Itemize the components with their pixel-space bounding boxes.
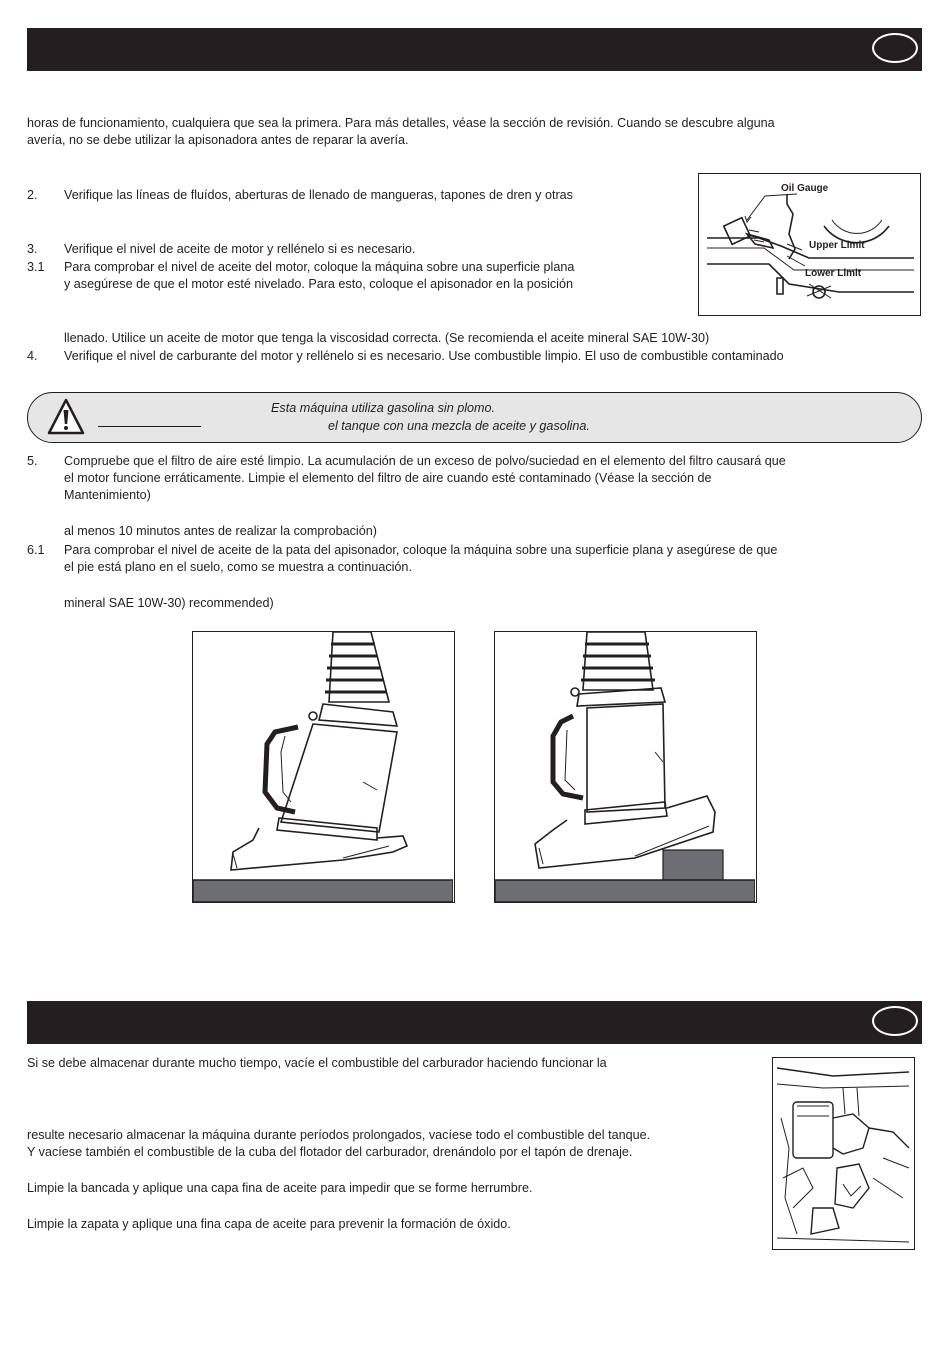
label-upper-limit: Upper Limit	[809, 240, 865, 251]
storage-line-4: Limpie la bancada y aplique una capa fina de aceite para impedir que se forme herrumbre.	[27, 1181, 533, 1195]
item-4-number: 4.	[27, 349, 38, 363]
caution-line-1: Esta máquina utiliza gasolina sin plomo.	[271, 401, 496, 415]
item-6-pre-text: al menos 10 minutos antes de realizar la comprobación)	[64, 524, 377, 538]
item-6-1-line-1: Para comprobar el nivel de aceite de la pata del apisonador, coloque la máquina sobre una superficie plana y asegúrese de que	[64, 543, 778, 557]
oil-gauge-figure	[698, 173, 921, 316]
carburetor-drain-figure	[772, 1057, 915, 1250]
intro-line-2: avería, no se debe utilizar la apisonadora antes de reparar la avería.	[27, 133, 409, 147]
storage-line-1: Si se debe almacenar durante mucho tiempo, vacíe el combustible del carburador haciendo funcionar la	[27, 1056, 607, 1070]
storage-line-3: Y vacíese también el combustible de la cuba del flotador del carburador, drenándolo por el tapón de drenaje.	[27, 1145, 633, 1159]
item-2-number: 2.	[27, 188, 38, 202]
item-5-line-2: el motor funcione erráticamente. Limpie el elemento del filtro de aire cuando esté contaminado (Véase la sección de	[64, 471, 712, 485]
item-4-text: Verifique el nivel de carburante del motor y rellénelo si es necesario. Use combustible limpio. El uso de combustible contaminado	[64, 349, 784, 363]
oil-gauge-illustration	[699, 174, 919, 314]
support-block	[663, 850, 723, 880]
caution-line-2: el tanque con una mezcla de aceite y gasolina.	[328, 419, 590, 433]
caution-box	[27, 392, 922, 443]
rammer-block-illustration	[495, 632, 755, 902]
item-5-line-1: Compruebe que el filtro de aire esté limpio. La acumulación de un exceso de polvo/suciedad en el elemento del filtro causará que	[64, 454, 786, 468]
rammer-figure-block	[494, 631, 757, 903]
item-3-number: 3.	[27, 242, 38, 256]
label-lower-limit: Lower Limit	[805, 268, 862, 279]
storage-line-2: resulte necesario almacenar la máquina durante períodos prolongados, vacíese todo el combustible del tanque.	[27, 1128, 651, 1142]
item-6-1-line-2: el pie está plano en el suelo, como se muestra a continuación.	[64, 560, 412, 574]
item-3-1-line-3: llenado. Utilice un aceite de motor que tenga la viscosidad correcta. (Se recomienda el aceite mineral SAE 10W-30)	[64, 331, 710, 345]
label-oil-gauge: Oil Gauge	[781, 183, 829, 194]
item-5-line-3: Mantenimiento)	[64, 488, 151, 502]
language-badge-1	[872, 33, 918, 63]
ground-surface	[193, 880, 453, 902]
caution-heading-underline	[98, 426, 201, 427]
item-5-number: 5.	[27, 454, 38, 468]
item-6-1-line-3: mineral SAE 10W-30) recommended)	[64, 596, 274, 610]
rammer-figure-flat	[192, 631, 455, 903]
item-3-text: Verifique el nivel de aceite de motor y rellénelo si es necesario.	[64, 242, 416, 256]
item-6-1-number: 6.1	[27, 543, 45, 557]
warning-triangle-icon	[46, 397, 86, 437]
item-2-text: Verifique las líneas de fluídos, aberturas de llenado de mangueras, tapones de dren y otras	[64, 188, 573, 202]
section-header-bar-2	[27, 1001, 922, 1044]
item-3-1-line-2: y asegúrese de que el motor esté nivelado. Para esto, coloque el apisonador en la posición	[64, 277, 573, 291]
item-3-1-line-1: Para comprobar el nivel de aceite del motor, coloque la máquina sobre una superficie plana	[64, 260, 575, 274]
storage-line-5: Limpie la zapata y aplique una fina capa de aceite para prevenir la formación de óxido.	[27, 1217, 511, 1231]
ground-surface	[495, 880, 755, 902]
intro-line-1: horas de funcionamiento, cualquiera que sea la primera. Para más detalles, véase la sección de revisión. Cuando se descubre alguna	[27, 116, 775, 130]
section-header-bar-1	[27, 28, 922, 71]
rammer-flat-illustration	[193, 632, 453, 902]
carburetor-illustration	[773, 1058, 913, 1248]
item-3-1-number: 3.1	[27, 260, 45, 274]
language-badge-2	[872, 1006, 918, 1036]
